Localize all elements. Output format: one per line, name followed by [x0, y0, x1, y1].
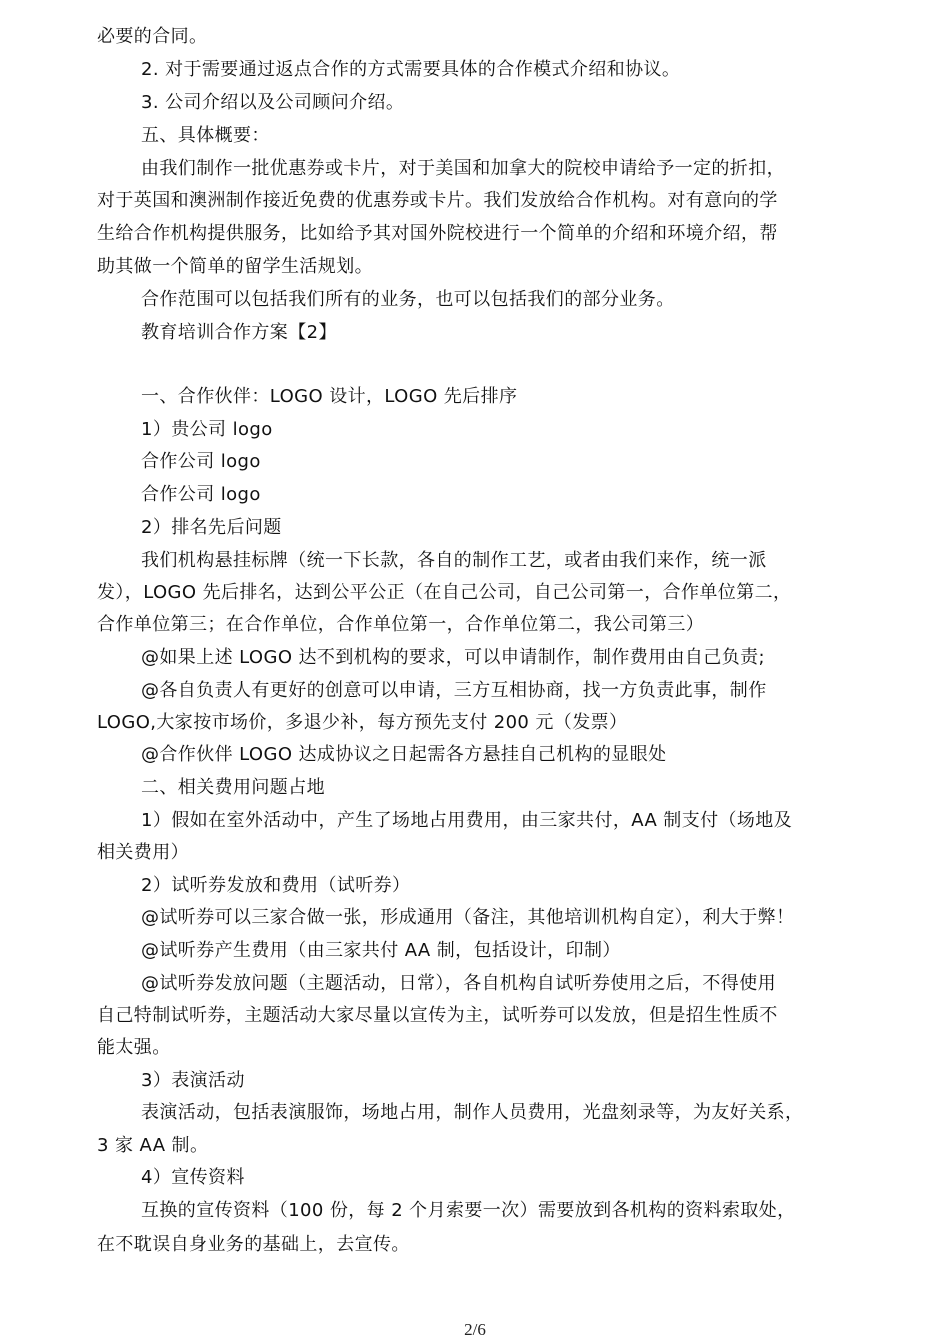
text-line: 合作范围可以包括我们所有的业务，也可以包括我们的部分业务。	[141, 289, 675, 310]
text-line: 合作公司 logo	[141, 484, 261, 505]
text-line: 在不耽误自身业务的基础上，去宣传。	[97, 1234, 410, 1255]
section-heading: 一、合作伙伴：LOGO 设计，LOGO 先后排序	[141, 386, 518, 407]
text-line: 必要的合同。	[97, 26, 208, 47]
text-line: 对于英国和澳洲制作接近免费的优惠券或卡片。我们发放给合作机构。对有意向的学	[97, 190, 778, 211]
text-line: 能太强。	[97, 1037, 171, 1058]
list-item: 3. 公司介绍以及公司顾问介绍。	[141, 92, 405, 113]
page-number: 2/6	[464, 1320, 486, 1339]
text-line: @如果上述 LOGO 达不到机构的要求，可以申请制作，制作费用由自己负责;	[141, 647, 765, 668]
list-item: 1）贵公司 logo	[141, 419, 273, 440]
text-line: @试听券产生费用（由三家共付 AA 制，包括设计，印制）	[141, 940, 621, 961]
text-line: 我们机构悬挂标牌（统一下长款，各自的制作工艺，或者由我们来作，统一派	[141, 550, 767, 571]
text-line: LOGO,大家按市场价，多退少补，每方预先支付 200 元（发票）	[97, 712, 628, 733]
text-line: @各自负责人有更好的创意可以申请，三方互相协商，找一方负责此事，制作	[141, 680, 767, 701]
list-item: 2）排名先后问题	[141, 517, 282, 538]
text-line: 互换的宣传资料（100 份，每 2 个月索要一次）需要放到各机构的资料索取处，	[141, 1200, 796, 1221]
section-heading: 二、相关费用问题占地	[141, 777, 325, 798]
list-item: 2. 对于需要通过返点合作的方式需要具体的合作模式介绍和协议。	[141, 59, 681, 80]
text-line: @试听券可以三家合做一张，形成通用（备注，其他培训机构自定），利大于弊！	[141, 907, 795, 928]
list-item: 1）假如在室外活动中，产生了场地占用费用，由三家共付，AA 制支付（场地及	[141, 810, 793, 831]
list-item: 3）表演活动	[141, 1070, 245, 1091]
text-line: 发），LOGO 先后排名，达到公平公正（在自己公司，自己公司第一，合作单位第二，	[97, 582, 792, 603]
text-line: 表演活动，包括表演服饰，场地占用，制作人员费用，光盘刻录等，为友好关系，	[141, 1102, 804, 1123]
text-line: 3 家 AA 制。	[97, 1135, 209, 1156]
section-heading: 五、具体概要：	[141, 125, 270, 146]
text-line: 自己特制试听券，主题活动大家尽量以宣传为主，试听券可以发放，但是招生性质不	[97, 1005, 778, 1026]
text-line: 助其做一个简单的留学生活规划。	[97, 256, 373, 277]
text-line: 由我们制作一批优惠券或卡片，对于美国和加拿大的院校申请给予一定的折扣，	[141, 158, 785, 179]
document-title: 教育培训合作方案【2】	[141, 322, 337, 343]
list-item: 2）试听券发放和费用（试听券）	[141, 875, 411, 896]
list-item: 4）宣传资料	[141, 1167, 245, 1188]
text-line: @合作伙伴 LOGO 达成协议之日起需各方悬挂自己机构的显眼处	[141, 744, 667, 765]
text-line: @试听券发放问题（主题活动，日常），各自机构自试听券使用之后，不得使用	[141, 973, 776, 994]
text-line: 生给合作机构提供服务，比如给予其对国外院校进行一个简单的介绍和环境介绍，帮	[97, 223, 778, 244]
text-line: 相关费用）	[97, 842, 189, 863]
text-line: 合作公司 logo	[141, 451, 261, 472]
text-line: 合作单位第三；在合作单位，合作单位第一，合作单位第二，我公司第三）	[97, 614, 705, 635]
